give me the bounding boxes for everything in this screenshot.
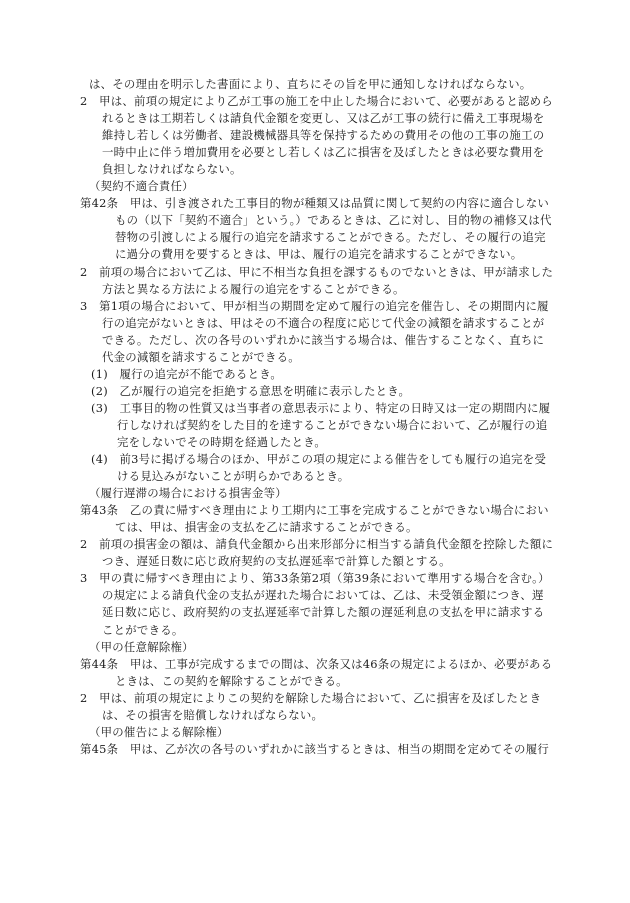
article-43-paragraph-2: 2 前項の損害金の額は、請負代金額から出来形部分に相当する請負代金額を控除した額につき、遅延日数に応じ政府契約の支払遅延率で計算した額とする。 xyxy=(80,537,554,569)
article-42-paragraph-2: 2 前項の場合において乙は、甲に不相当な負担を課するものでないときは、甲が請求した方法と異なる方法による履行の追完をすることができる。 xyxy=(80,264,554,296)
article-41-paragraph-2: 2 甲は、前項の規定により乙が工事の施工を中止した場合において、必要があると認められるときは工期若しくは請負代金額を変更し、又は乙が工事の続行に備え工事現場を維持し若しくは労働者、建設機械器具等を保持するための費用その他の工事の施工の一時中止に伴う増加費用を必要とし若しくは乙に損害を及ぼしたときは必要な費用を負担しなければならない。 xyxy=(80,94,553,177)
article-42-item-4: (4) 前3号に掲げる場合のほか、甲がこの項の規定による催告をしても履行の追完を受ける見込みがないことが明らかであるとき。 xyxy=(91,452,547,484)
article-43-paragraph-3: 3 甲の責に帰すべき理由により、第33条第2項（第39条において準用する場合を含む。）の規定による請負代金の支払が遅れた場合においては、乙は、未受領金額につき、遅延日数に応じ、政府契約の支払遅延率で計算した額の遅延利息の支払を甲に請求することができる。 xyxy=(80,571,550,637)
article-45-heading: （甲の催告による解除権） xyxy=(89,724,229,739)
article-44-paragraph-2: 2 甲は、前項の規定によりこの契約を解除した場合において、乙に損害を及ぼしたときは、その損害を賠償しなければならない。 xyxy=(80,690,542,722)
article-42-heading: （契約不適合責任） xyxy=(89,179,194,194)
article-44: 第44条 甲は、工事が完成するまでの間は、次条又は46条の規定によるほか、必要があるときは、この契約を解除することができる。 xyxy=(80,656,553,688)
article-42-item-3: (3) 工事目的物の性質又は当事者の意思表示により、特定の日時又は一定の期間内に履行しなければ契約をした目的を達することができない場合において、乙が履行の追完をしないでその時期を経過したとき。 xyxy=(91,400,551,449)
contract-text xyxy=(80,76,555,758)
article-42-item-2: (2) 乙が履行の追完を拒絶する意思を明確に表示したとき。 xyxy=(91,383,411,398)
article-43: 第43条 乙の責に帰すべき理由により工期内に工事を完成することができない場合においては、甲は、損害金の支払を乙に請求することができる。 xyxy=(80,503,549,535)
article-45: 第45条 甲は、乙が次の各号のいずれかに該当するときは、相当の期間を定めてその履行 xyxy=(80,741,549,756)
article-44-heading: （甲の任意解除権） xyxy=(89,639,194,654)
article-42-item-1: (1) 履行の追完が不能であるとき。 xyxy=(91,366,283,381)
article-42-paragraph-3: 3 第1項の場合において、甲が相当の期間を定めて履行の追完を催告し、その期間内に履行の追完がないときは、甲はその不適合の程度に応じて代金の減額を請求することができる。ただし、次の各号のいずれかに該当する場合は、催告することなく、直ちに代金の減額を請求することができる。 xyxy=(80,298,549,364)
article-42: 第42条 甲は、引き渡された工事目的物が種類又は品質に関して契約の内容に適合しないもの（以下「契約不適合」という。）であるときは、乙に対し、目的物の補修又は代替物の引渡しによる履行の追完を請求することができる。ただし、その履行の追完に過分の費用を要するときは、甲は、履行の追完を請求することができない。 xyxy=(80,196,552,262)
paragraph-continuation: は、その理由を明示した書面により、直ちにその旨を甲に通知しなければならない。 xyxy=(89,77,532,91)
article-43-heading: （履行遅滞の場合における損害金等） xyxy=(89,486,287,501)
